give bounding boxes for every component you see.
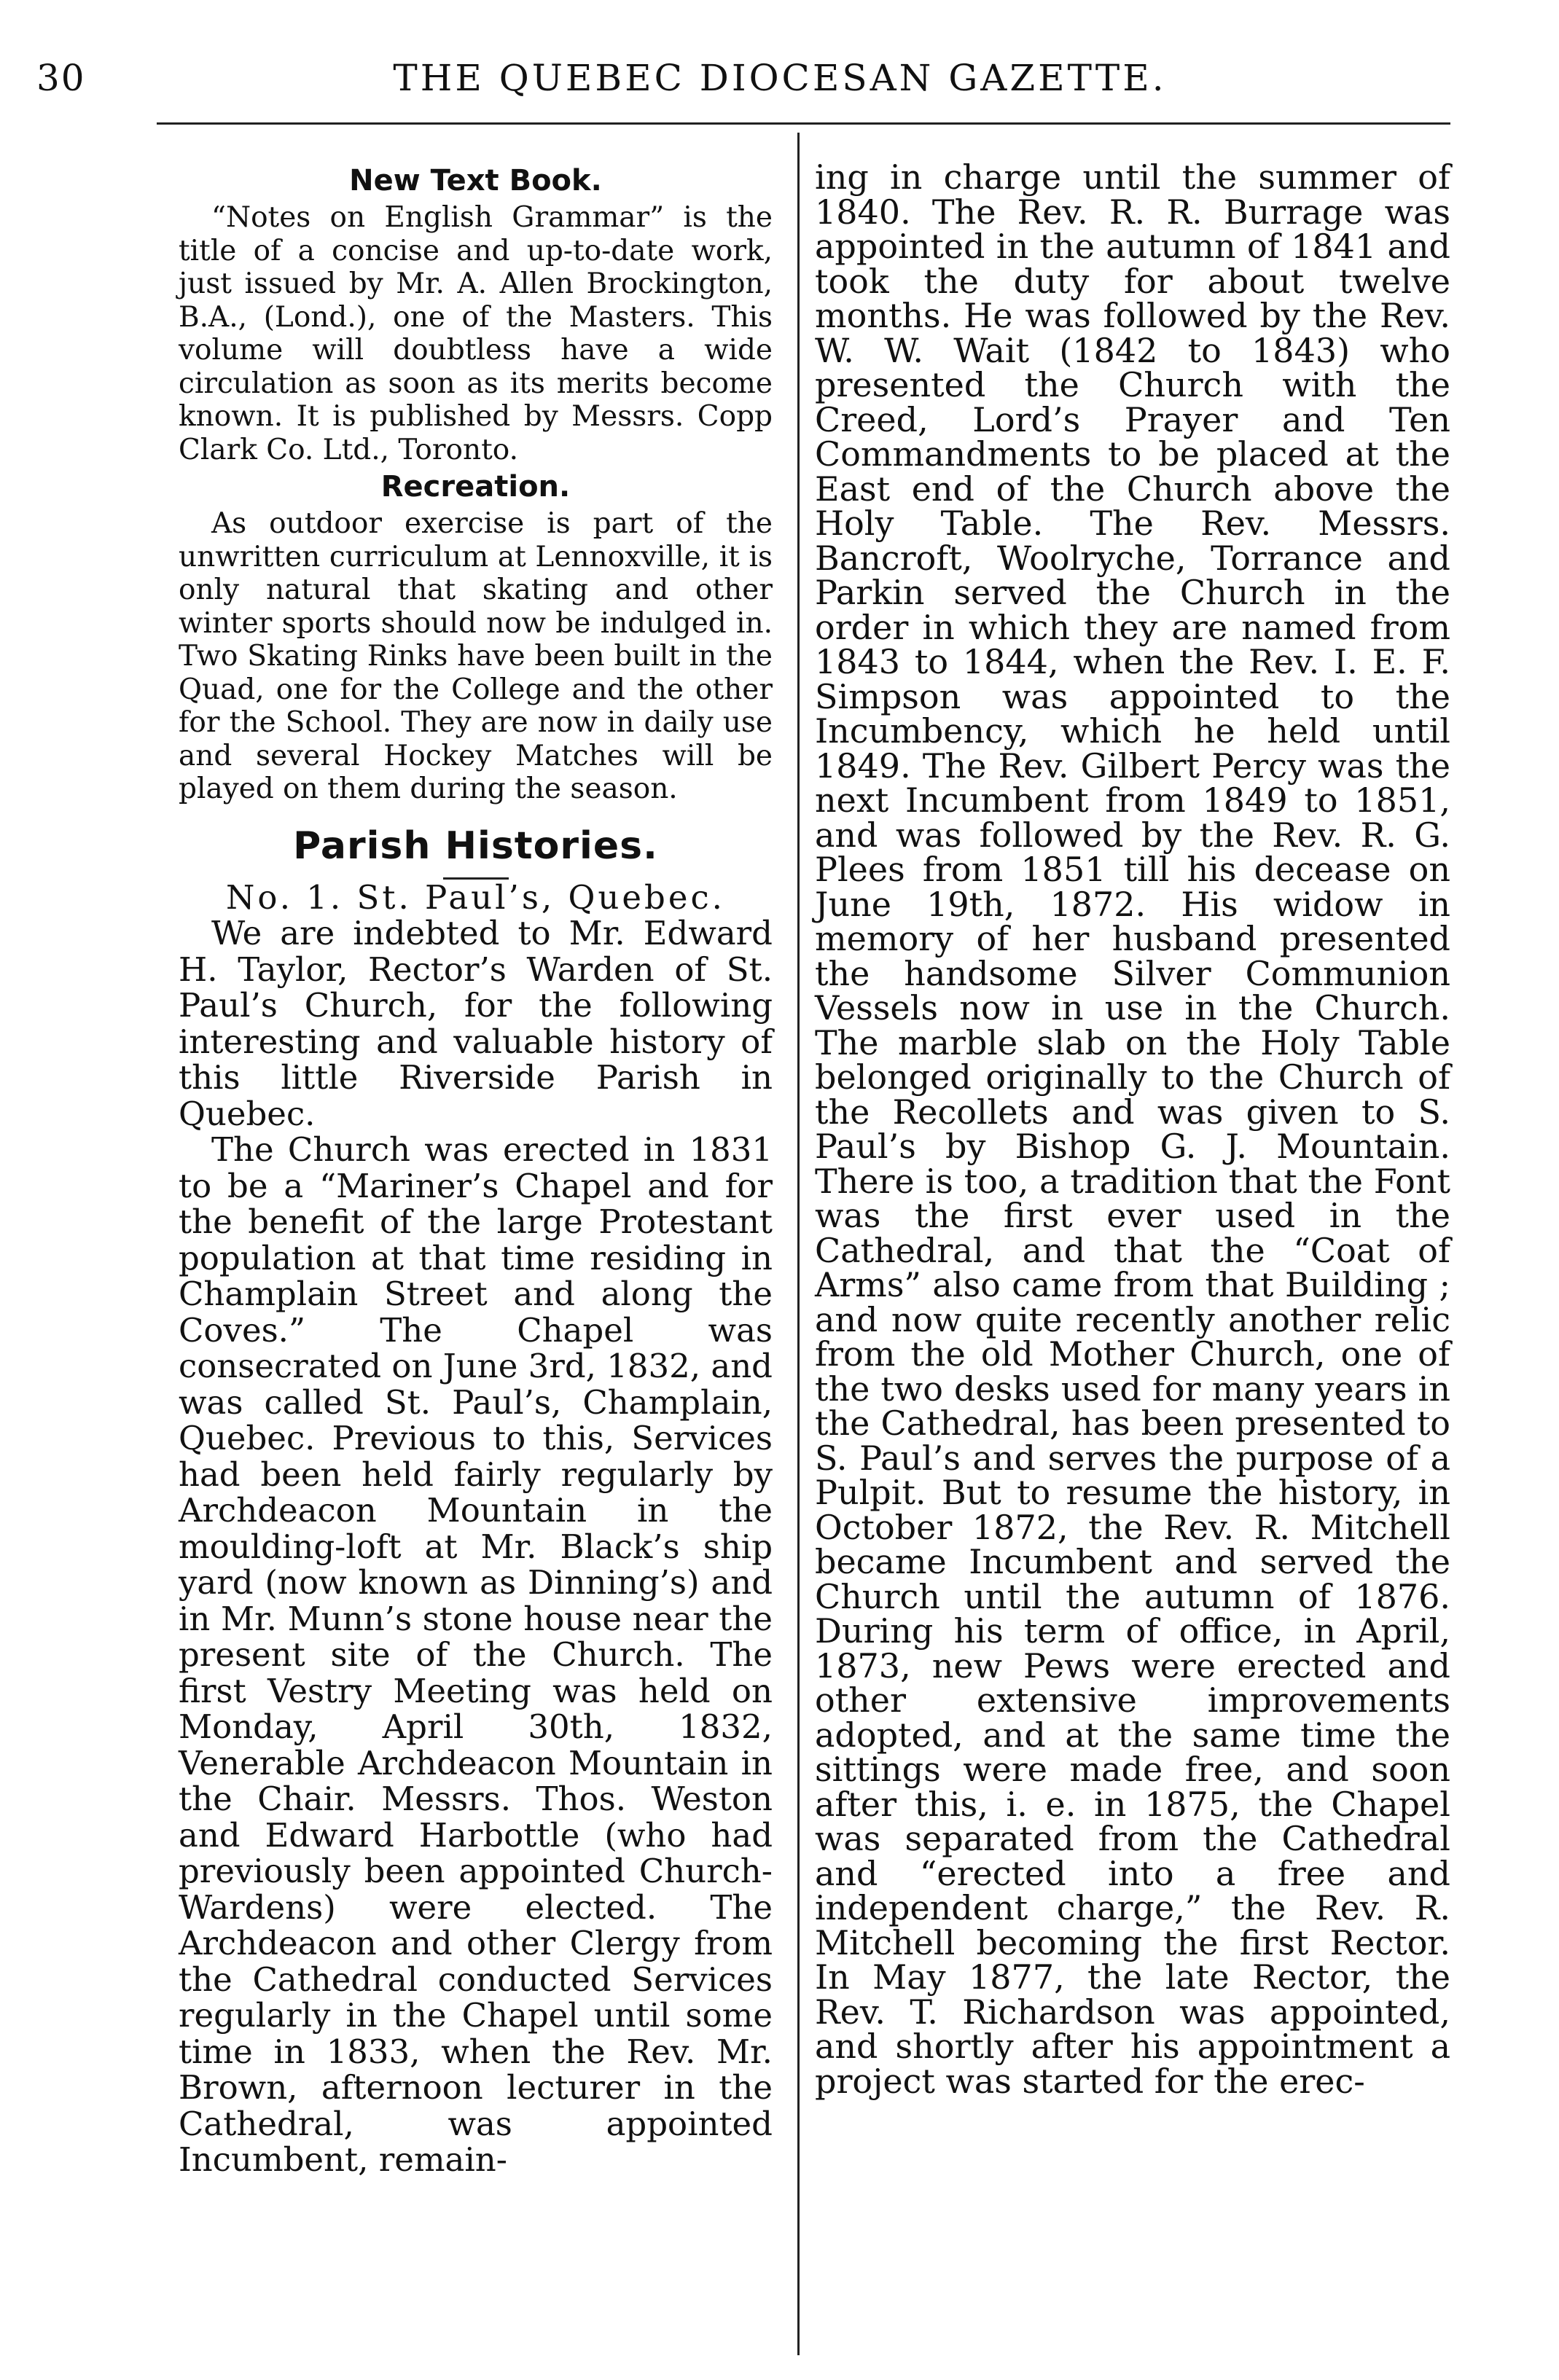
parish-history-paragraph: The Church was erected in 1831 to be a “Mariner’s Chapel and for the benefit of the large Protestant population at that time residing in Champlain Street and along the Coves.” The Chapel was consecrated on June 3rd, 1832, and was called St. Paul’s, Champlain, Quebec. Previous to this, Services had been held fairly regularly by Archdeacon Mountain in the moulding-loft at Mr. Black’s ship yard (now known as Dinning’s) and in Mr. Munn’s stone house near the present site of the Church. The first Vestry Meeting was held on Monday, April 30th, 1832, Venerable Archdeacon Mountain in the Chair. Messrs. Thos. Weston and Edward Harbottle (who had previously been appointed Church-Wardens) were elected. The Archdeacon and other Clergy from the Cathedral conducted Services regularly in the Chapel until some time in 1833, when the Rev. Mr. Brown, afternoon lecturer in the Cathedral, was appointed Incumbent, remain-: [179, 1130, 773, 2179]
parish-histories-article: [179, 821, 773, 2178]
running-title: THE QUEBEC DIOCESAN GAZETTE.: [393, 57, 1167, 99]
parish-history-continuation: ing in charge until the summer of 1840. The Rev. R. R. Burrage was appointed in the autumn of 1841 and took the duty for about twelve months. He was followed by the Rev. W. W. Wait (1842 to 1843) who presented the Church with the Creed, Lord’s Prayer and Ten Commandments to be placed at the East end of the Church above the Holy Table. The Rev. Messrs. Bancroft, Woolryche, Torrance and Parkin served the Church in the order in which they are named from 1843 to 1844, when the Rev. I. E. F. Simpson was appointed to the Incumbency, which he held until 1849. The Rev. Gilbert Percy was the next Incumbent from 1849 to 1851, and was followed by the Rev. R. G. Plees from 1851 till his decease on June 19th, 1872. His widow in memory of her husband presented the handsome Silver Communion Vessels now in use in the Church. The marble slab on the Holy Table belonged originally to the Church of the Recollets and was given to S. Paul’s by Bishop G. J. Mountain. There is too, a tradition that the Font was the first ever used in the Cathedral, and that the “Coat of Arms” also came from that Building ; and now quite recently another relic from the old Mother Church, one of the two desks used for many years in the Cathedral, has been presented to S. Paul’s and serves the purpose of a Pulpit. But to resume the history, in October 1872, the Rev. R. Mitchell became Incumbent and served the Church until the autumn of 1876. During his term of office, in April, 1873, new Pews were erected and other extensive improvements adopted, and at the same time the sittings were made free, and soon after this, i. e. in 1875, the Chapel was separated from the Cathedral and “erected into a free and independent charge,” the Rev. R. Mitchell becoming the first Rector. In May 1877, the late Rector, the Rev. T. Richardson was appointed, and shortly after his appointment a project was started for the erec-: [815, 157, 1450, 2101]
new-text-book-body: “Notes on English Grammar” is the title of a concise and up-to-date work, just issued by Mr. A. Allen Brockington, B.A., (Lond.), one of the Masters. This volume will doubtless have a wide circulation as soon as its merits become known. It is published by Messrs. Copp Clark Co. Ltd., Toronto.: [179, 201, 773, 466]
column-divider: [797, 133, 800, 2355]
page-header: [36, 57, 1523, 115]
new-text-book-heading: New Text Book.: [349, 164, 602, 197]
parish-subheading: No. 1. St. Paul’s, Quebec.: [226, 877, 725, 917]
new-text-book-article: [179, 160, 773, 466]
recreation-body: As outdoor exercise is part of the unwritten curriculum at Lennoxville, it is only natural that skating and other winter sports should now be indulged in. Two Skating Rinks have been built in the Quad, one for the College and the other for the School. They are now in daily use and several Hockey Matches will be played on them during the season.: [179, 507, 773, 805]
parish-histories-heading: Parish Histories.: [293, 823, 658, 868]
recreation-heading: Recreation.: [380, 470, 571, 504]
left-column: [179, 160, 773, 2178]
page-number: 30: [36, 57, 86, 99]
header-rule: [157, 122, 1450, 125]
recreation-article: [179, 466, 773, 806]
parish-intro-paragraph: We are indebted to Mr. Edward H. Taylor, Rector’s Warden of St. Paul’s Church, for the following interesting and valuable history of this little Riverside Parish in Quebec.: [179, 914, 773, 1133]
right-column: [815, 157, 1450, 2101]
